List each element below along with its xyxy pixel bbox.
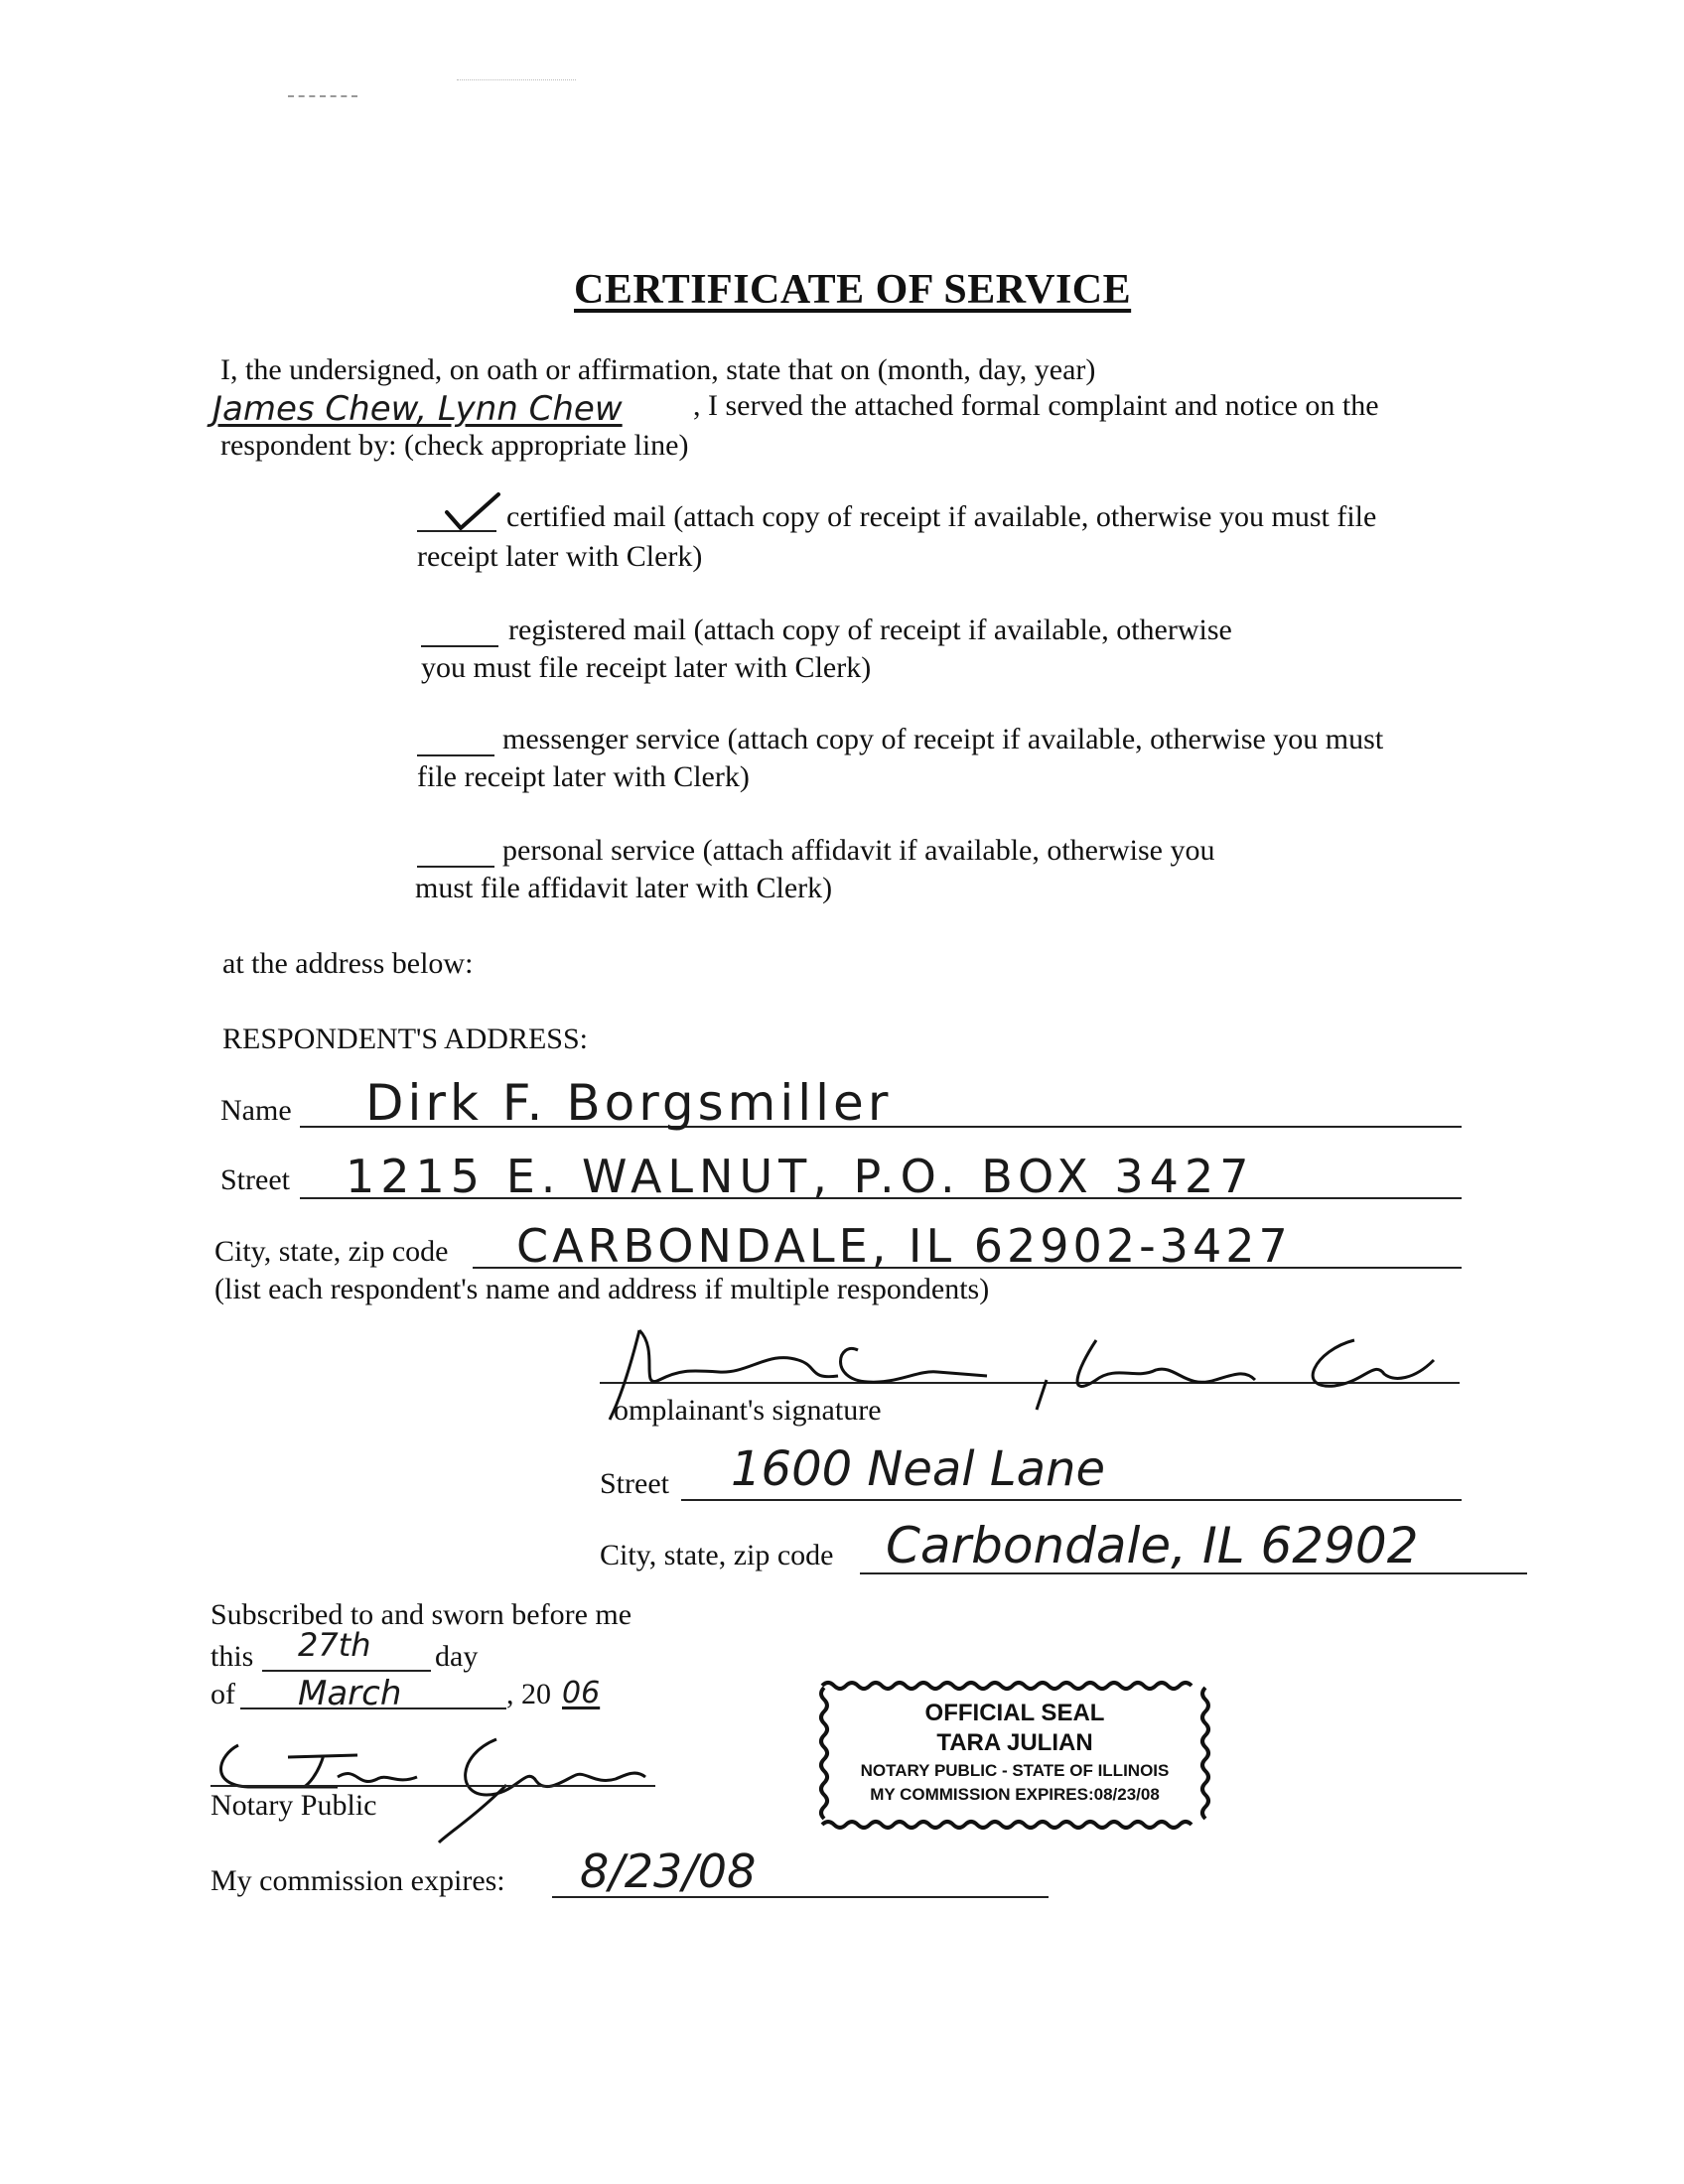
day-label: day — [435, 1640, 479, 1673]
scan-mark — [457, 79, 576, 80]
name-label: Name — [220, 1094, 292, 1127]
option-personal-blank — [417, 866, 494, 868]
option-messenger-blank — [417, 754, 494, 756]
option-certified-line2: receipt later with Clerk) — [417, 540, 703, 573]
commission-date-handwritten: 8/23/08 — [580, 1844, 757, 1898]
option-messenger-line2: file receipt later with Clerk) — [417, 760, 750, 793]
year-prefix: , 20 — [506, 1678, 551, 1710]
complainant-street-line — [681, 1499, 1462, 1501]
check-mark-icon — [443, 490, 502, 534]
date-field-handwritten: James Chew, Lynn Chew — [212, 389, 623, 429]
official-seal-stamp — [816, 1678, 1213, 1833]
seal-line-4: MY COMMISSION EXPIRES:08/23/08 — [870, 1785, 1160, 1804]
respondent-street-handwritten: 1215 E. WALNUT, P.O. BOX 3427 — [346, 1150, 1255, 1203]
complainant-city-handwritten: Carbondale, IL 62902 — [886, 1517, 1419, 1574]
seal-line-2: TARA JULIAN — [936, 1729, 1093, 1756]
respondent-city-handwritten: CARBONDALE, IL 62902-3427 — [516, 1219, 1292, 1273]
of-label: of — [210, 1678, 235, 1710]
complainant-signature-label: omplainant's signature — [614, 1394, 882, 1427]
sworn-year-handwritten: 06 — [562, 1676, 601, 1710]
sworn-month-handwritten: March — [298, 1674, 402, 1713]
oath-line: I, the undersigned, on oath or affirmation, state that on (month, day, year) — [220, 353, 1096, 386]
notary-public-label: Notary Public — [210, 1789, 377, 1822]
complainant-city-label: City, state, zip code — [600, 1539, 834, 1571]
respondent-by-line: respondent by: (check appropriate line) — [220, 429, 689, 462]
seal-line-1: OFFICIAL SEAL — [924, 1700, 1105, 1726]
street-label: Street — [220, 1163, 290, 1196]
this-label: this — [210, 1640, 254, 1673]
day-line — [262, 1670, 431, 1672]
option-personal-line1: personal service (attach affidavit if available, otherwise you — [502, 834, 1215, 867]
complainant-street-label: Street — [600, 1467, 669, 1500]
option-registered-blank — [421, 645, 498, 647]
seal-line-3: NOTARY PUBLIC - STATE OF ILLINOIS — [860, 1761, 1170, 1780]
option-personal-line2: must file affidavit later with Clerk) — [415, 872, 833, 904]
commission-expires-label: My commission expires: — [210, 1864, 505, 1897]
served-text: , I served the attached formal complaint and notice on the — [693, 389, 1379, 422]
complainant-street-handwritten: 1600 Neal Lane — [731, 1441, 1105, 1497]
city-state-zip-label: City, state, zip code — [214, 1235, 449, 1268]
sworn-day-handwritten: 27th — [298, 1626, 371, 1664]
notary-signature-line — [210, 1785, 655, 1787]
option-certified-line1: certified mail (attach copy of receipt if available, otherwise you must file — [506, 500, 1377, 533]
at-address-label: at the address below: — [222, 947, 474, 980]
option-registered-line2: you must file receipt later with Clerk) — [421, 651, 872, 684]
option-registered-line1: registered mail (attach copy of receipt if available, otherwise — [508, 614, 1232, 646]
scan-mark — [288, 95, 357, 97]
respondent-address-heading: RESPONDENT'S ADDRESS: — [222, 1023, 588, 1055]
multiple-respondents-note: (list each respondent's name and address if multiple respondents) — [214, 1273, 990, 1305]
option-messenger-line1: messenger service (attach copy of receipt if available, otherwise you must — [502, 723, 1384, 755]
page-title: CERTIFICATE OF SERVICE — [574, 267, 1132, 313]
subscribed-line: Subscribed to and sworn before me — [210, 1598, 632, 1631]
respondent-name-handwritten: Dirk F. Borgsmiller — [365, 1074, 893, 1132]
